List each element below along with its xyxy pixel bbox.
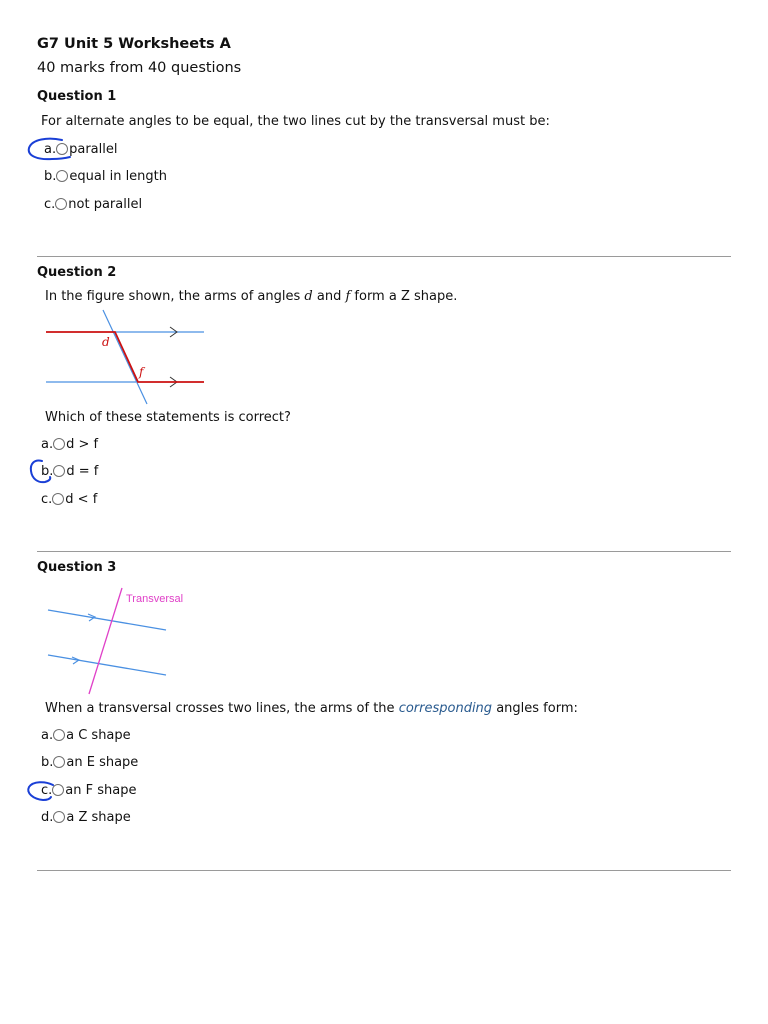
option-letter: b. <box>44 168 57 184</box>
option-letter: c. <box>44 196 56 212</box>
option-letter: a. <box>44 141 57 157</box>
question-2-text-post: form a Z shape. <box>350 289 458 304</box>
question-1-option-b[interactable] <box>44 167 167 185</box>
z-angle-figure <box>40 306 210 406</box>
question-2-option-c[interactable] <box>41 490 97 508</box>
option-text: an E shape <box>66 754 139 770</box>
radio-button-icon[interactable] <box>52 784 64 796</box>
question-3-option-a[interactable] <box>41 726 131 744</box>
question-divider <box>37 870 731 871</box>
option-letter: a. <box>41 727 54 743</box>
radio-button-icon[interactable] <box>53 756 65 768</box>
question-2-text-mid: and <box>312 289 346 304</box>
radio-button-icon[interactable] <box>53 465 65 477</box>
angle-label-f: f <box>139 365 144 379</box>
option-text: not parallel <box>68 196 143 212</box>
option-letter: b. <box>41 754 54 770</box>
radio-button-icon[interactable] <box>53 811 65 823</box>
option-text: d > f <box>66 436 99 452</box>
option-letter: c. <box>41 782 53 798</box>
option-text: parallel <box>69 141 118 157</box>
question-divider <box>37 551 731 552</box>
radio-button-icon[interactable] <box>53 438 65 450</box>
question-1-option-a[interactable] <box>44 140 117 158</box>
question-3-text-post: angles form: <box>492 701 578 716</box>
page-subtitle: 40 marks from 40 questions <box>37 60 242 76</box>
option-text: a C shape <box>66 727 131 743</box>
question-3-option-b[interactable] <box>41 753 138 771</box>
question-3-text-pre: When a transversal crosses two lines, the arms of the <box>45 701 399 716</box>
radio-button-icon[interactable] <box>52 493 64 505</box>
question-2-prompt: Which of these statements is correct? <box>45 410 291 425</box>
transversal-label: Transversal <box>126 593 184 605</box>
variable-d: d <box>304 289 313 304</box>
option-text: a Z shape <box>66 809 131 825</box>
radio-button-icon[interactable] <box>56 143 68 155</box>
option-letter: b. <box>41 463 54 479</box>
question-2-text <box>45 289 457 304</box>
option-text: equal in length <box>69 168 168 184</box>
question-3-text <box>45 701 578 716</box>
question-1-option-c[interactable] <box>44 195 142 213</box>
option-text: d < f <box>65 491 98 507</box>
question-1-heading: Question 1 <box>37 89 117 104</box>
question-2-text-pre: In the figure shown, the arms of angles <box>45 289 305 304</box>
upper-parallel-line <box>48 610 166 630</box>
page-title: G7 Unit 5 Worksheets A <box>37 36 231 52</box>
option-letter: d. <box>41 809 54 825</box>
option-letter: c. <box>41 491 53 507</box>
emphasized-word: corresponding <box>398 701 493 716</box>
transversal-line <box>89 588 122 694</box>
transversal-figure <box>44 585 200 697</box>
option-text: an F shape <box>65 782 137 798</box>
radio-button-icon[interactable] <box>53 729 65 741</box>
option-text: d = f <box>66 463 99 479</box>
question-2-option-a[interactable] <box>41 435 98 453</box>
radio-button-icon[interactable] <box>56 170 68 182</box>
question-3-option-c[interactable] <box>41 781 136 799</box>
lower-parallel-line <box>48 655 166 675</box>
radio-button-icon[interactable] <box>55 198 67 210</box>
question-3-option-d[interactable] <box>41 808 131 826</box>
option-letter: a. <box>41 436 54 452</box>
angle-label-d: d <box>102 335 110 349</box>
variable-f: f <box>345 289 351 304</box>
question-2-heading: Question 2 <box>37 265 117 280</box>
question-3-heading: Question 3 <box>37 560 117 575</box>
question-divider <box>37 256 731 257</box>
parallel-arrow-icon <box>72 657 79 664</box>
question-1-text: For alternate angles to be equal, the two lines cut by the transversal must be: <box>41 114 550 129</box>
transversal-line <box>103 310 147 404</box>
question-2-option-b[interactable] <box>41 462 98 480</box>
